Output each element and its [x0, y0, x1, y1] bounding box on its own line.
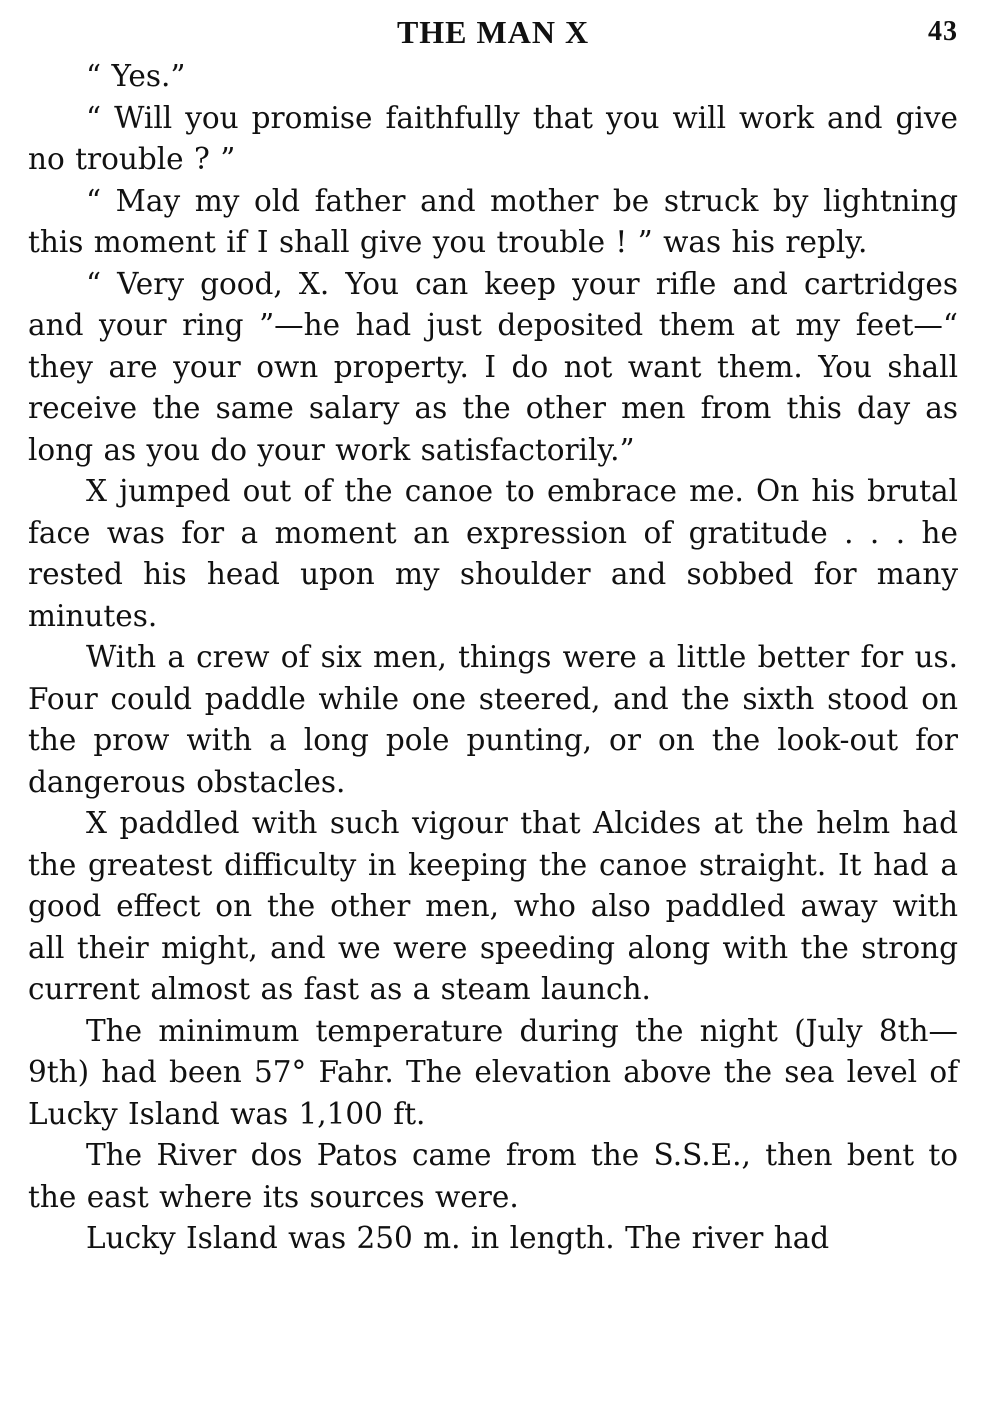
paragraph-5: X jumped out of the canoe to embrace me. On his brutal face was for a moment an expression of gratitude . . . he rested his head upon my shoulder and sobbed for many minutes.	[28, 474, 958, 633]
paragraph-6: With a crew of six men, things were a little better for us. Four could paddle while one steered, and the sixth stood on the prow with a long pole punting, or on the look-out for dangerous obstacles.	[28, 640, 958, 799]
paragraph-8: The minimum temperature during the night (July 8th—9th) had been 57° Fahr. The elevation above the sea level of Lucky Island was 1,100 ft.	[28, 1013, 958, 1131]
body-text	[28, 56, 958, 1260]
paragraph-9: The River dos Patos came from the S.S.E., then bent to the east where its sources were.	[28, 1138, 958, 1214]
paragraph-2: “ Will you promise faithfully that you will work and give no trouble ? ”	[28, 100, 958, 176]
paragraph-7: X paddled with such vigour that Alcides at the helm had the greatest difficulty in keeping the canoe straight. It had a good effect on the other men, who also paddled away with all their might, and we were speeding along with the strong current almost as fast as a steam launch.	[28, 806, 958, 1006]
book-page	[28, 10, 958, 1260]
chapter-title: THE MAN X	[396, 14, 590, 50]
page-number: 43	[928, 16, 958, 47]
paragraph-10: Lucky Island was 250 m. in length. The river had	[86, 1221, 830, 1255]
paragraph-1: “ Yes.”	[86, 59, 186, 93]
running-head	[28, 10, 958, 56]
paragraph-3: “ May my old father and mother be struck by lightning this moment if I shall give you trouble ! ” was his reply.	[28, 183, 958, 259]
paragraph-4: “ Very good, X. You can keep your rifle and cartridges and your ring ”—he had just deposited them at my feet—“ they are your own property. I do not want them. You shall receive the same salary as the other men from this day as long as you do your work satisfactorily.”	[28, 266, 958, 467]
